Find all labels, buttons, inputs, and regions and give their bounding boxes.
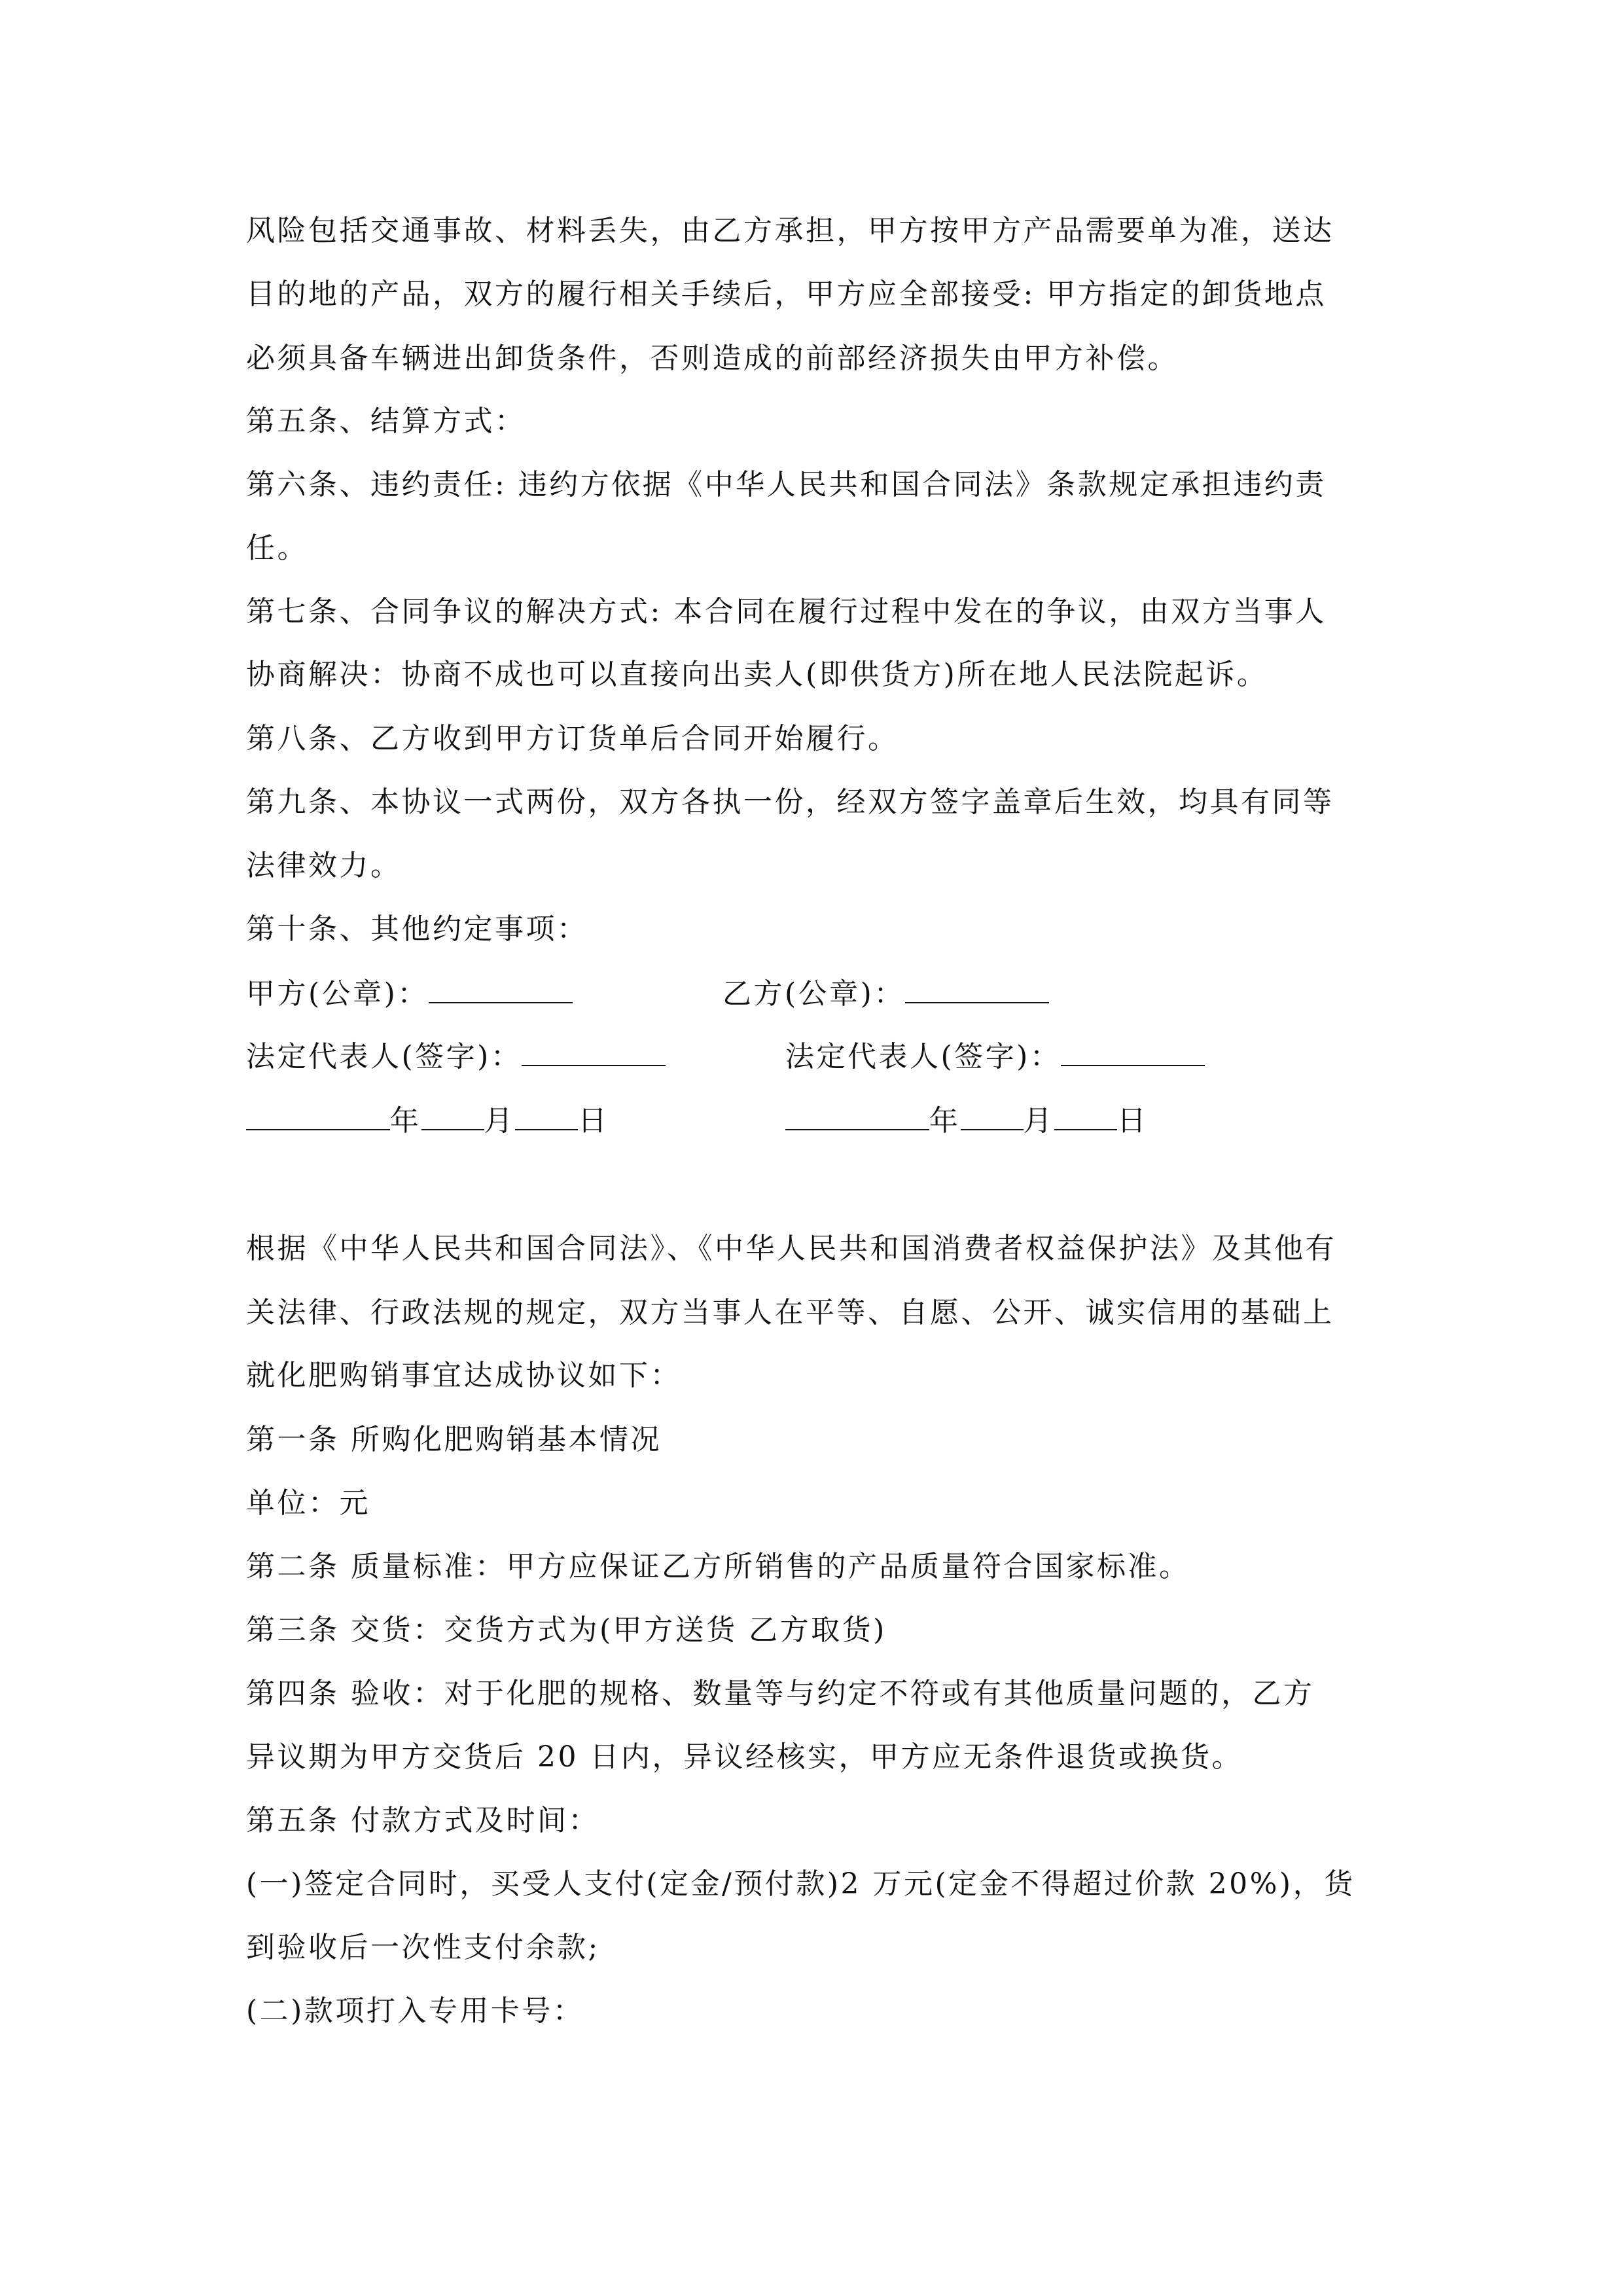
text-line: 到验收后一次性支付余款;: [246, 1931, 600, 1964]
text-line: 根据《中华人民共和国合同法》、《中华人民共和国消费者权益保护法》及其他有: [246, 1232, 1336, 1265]
party-b-rep-label: 法定代表人(签字)：: [785, 1040, 1061, 1073]
month-blank: [961, 1100, 1024, 1130]
day-blank: [515, 1100, 578, 1130]
party-a-rep-label: 法定代表人(签字)：: [246, 1040, 522, 1073]
party-a-rep-field: [246, 1036, 666, 1077]
party-a-seal-blank: [429, 973, 573, 1003]
text-line: 任。: [246, 531, 308, 565]
day-blank: [1054, 1100, 1117, 1130]
text-line: 第六条、违约责任: 违约方依据《中华人民共和国合同法》条款规定承担违约责: [246, 468, 1327, 501]
month-label: 月: [1023, 1104, 1054, 1138]
party-b-rep-blank: [1061, 1036, 1205, 1066]
text-line: 风险包括交通事故、材料丢失，由乙方承担，甲方按甲方产品需要单为准，送达: [246, 214, 1334, 247]
party-a-date-field: [246, 1100, 609, 1141]
party-b-seal-blank: [905, 973, 1049, 1003]
text-line: 法律效力。: [246, 849, 402, 882]
year-blank: [785, 1100, 929, 1130]
text-line: (一)签定合同时，买受人支付(定金/预付款)2 万元(定金不得超过价款 20%)，货: [246, 1867, 1355, 1901]
text-line: 第五条、结算方式：: [246, 404, 526, 438]
party-b-seal-field: [722, 973, 1049, 1014]
party-a-seal-label: 甲方(公章)：: [246, 977, 429, 1011]
text-line: 单位：元: [246, 1486, 370, 1520]
text-line: 第八条、乙方收到甲方订货单后合同开始履行。: [246, 722, 899, 755]
month-label: 月: [484, 1104, 515, 1138]
year-blank: [246, 1100, 390, 1130]
text-line: 第一条 所购化肥购销基本情况: [246, 1423, 662, 1456]
text-line: 第十条、其他约定事项：: [246, 912, 588, 946]
text-line: 第四条 验收：对于化肥的规格、数量等与约定不符或有其他质量问题的，乙方: [246, 1677, 1315, 1710]
text-line: 第二条 质量标准：甲方应保证乙方所销售的产品质量符合国家标准。: [246, 1550, 1190, 1583]
day-label: 日: [578, 1104, 609, 1138]
year-label: 年: [929, 1104, 961, 1138]
day-label: 日: [1117, 1104, 1149, 1138]
party-b-seal-label: 乙方(公章)：: [722, 977, 905, 1011]
text-line: 必须具备车辆进出卸货条件，否则造成的前部经济损失由甲方补偿。: [246, 342, 1179, 375]
text-line: 第三条 交货：交货方式为(甲方送货 乙方取货): [246, 1613, 887, 1647]
year-label: 年: [390, 1104, 421, 1138]
month-blank: [421, 1100, 484, 1130]
party-b-rep-field: [785, 1036, 1205, 1077]
text-line: 第九条、本协议一式两份，双方各执一份，经双方签字盖章后生效，均具有同等: [246, 785, 1334, 819]
text-line: 关法律、行政法规的规定，双方当事人在平等、自愿、公开、诚实信用的基础上: [246, 1296, 1334, 1329]
party-a-seal-field: [246, 973, 573, 1014]
party-a-rep-blank: [522, 1036, 666, 1066]
text-line: 第五条 付款方式及时间：: [246, 1804, 599, 1837]
text-line: 就化肥购销事宜达成协议如下：: [246, 1359, 681, 1392]
text-line: (二)款项打入专用卡号：: [246, 1994, 584, 2028]
text-line: 协商解决：协商不成也可以直接向出卖人(即供货方)所在地人民法院起诉。: [246, 658, 1268, 691]
text-line: 异议期为甲方交货后 20 日内，异议经核实，甲方应无条件退货或换货。: [246, 1740, 1243, 1774]
party-b-date-field: [785, 1100, 1149, 1141]
text-line: 目的地的产品，双方的履行相关手续后，甲方应全部接受: 甲方指定的卸货地点: [246, 278, 1327, 311]
text-line: 第七条、合同争议的解决方式: 本合同在履行过程中发在的争议，由双方当事人: [246, 595, 1327, 628]
